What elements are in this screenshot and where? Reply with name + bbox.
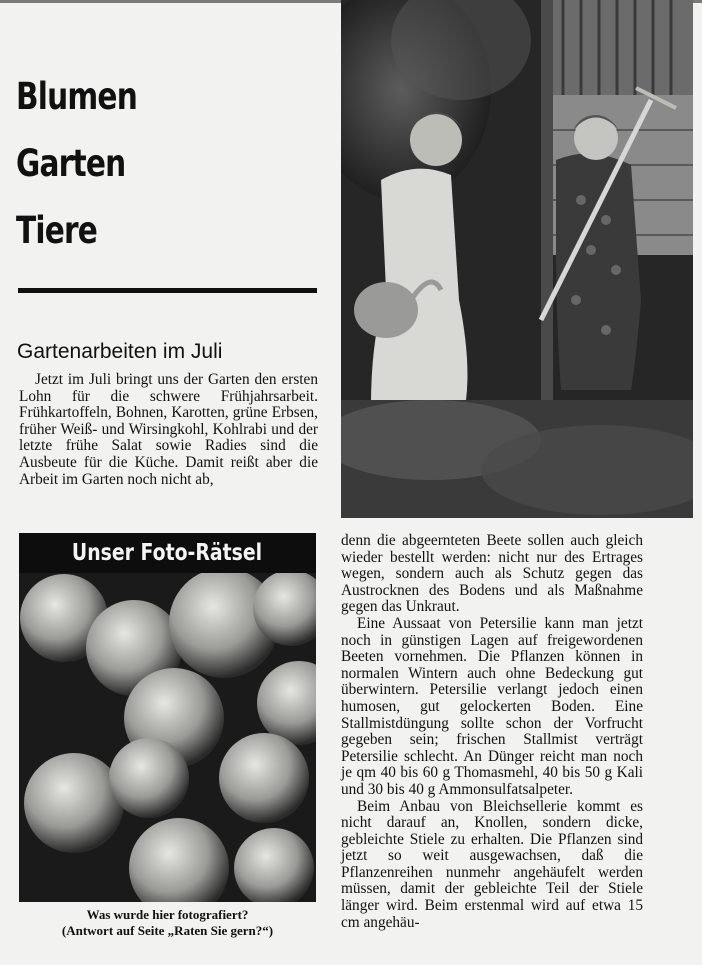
headline-rule <box>18 288 317 293</box>
article-title: Gartenarbeiten im Juli <box>17 340 223 363</box>
headline-line-1: Blumen <box>16 75 137 118</box>
caption-answer-hint: (Antwort auf Seite „Raten Sie gern?“) <box>61 923 274 938</box>
article-paragraph: Eine Aussaat von Petersilie kann man jetzt noch in günstigen Lagen auf freigewordenen Beeten vornehmen. Die Pflanzen können in normalen Wintern auch ohne Bedeckung gut überwintern. Petersilie verlangt jedoch einen humosen, gut gelockerten Boden. Eine Stallmistdüngung sollte schon der Vorfrucht gegeben sein; frischen Stallmist verträgt Petersilie schlecht. An Dünger reicht man noch je qm 40 bis 60 g Thomasmehl, 40 bis 50 g Kali und 30 bis 40 g Ammonsulfatsalpeter. <box>341 614 643 798</box>
article-right-column <box>341 533 643 931</box>
article-left-column <box>19 372 318 488</box>
headline-line-2: Garten <box>16 142 126 185</box>
article-paragraph: Beim Anbau von Bleichsellerie kommt es nicht darauf an, Knollen, sondern dicke, gebleichte Stiele zu erhalten. Die Pflanzen sind jetzt so weit ausgewachsen, daß die Pflanzenreihen nunmehr angehäufelt werden müssen, damit der gebleichte Teil der Stiele länger wird. Beim erstenmal wird auf etwa 15 cm angehäu- <box>341 797 643 931</box>
garden-photo <box>341 0 693 518</box>
headline-line-3: Tiere <box>16 209 98 252</box>
article-paragraph: denn die abgeernteten Beete sollen auch gleich wieder bestellt werden: nicht nur des Ertrages wegen, sondern auch als Schutz gegen das Austrocknen des Bodens und als Maßnahme gegen das Unkraut. <box>341 532 643 616</box>
photo-riddle-title: Unser Foto-Rätsel <box>72 540 263 566</box>
caption-question: Was wurde hier fotografiert? <box>86 907 249 922</box>
photo-riddle-caption <box>19 907 316 939</box>
photo-riddle-image <box>19 533 316 902</box>
photo-riddle-banner <box>19 533 316 573</box>
article-intro-paragraph: Jetzt im Juli bringt uns der Garten den ersten Lohn für die schwere Frühjahrsarbeit. Frühkartoffeln, Bohnen, Karotten, grüne Erbsen, früher Weiß- und Wirsingkohl, Kohlrabi und der letzte frühe Salat sowie Radies sind die Ausbeute für die Küche. Damit reißt aber die Arbeit im Garten noch nicht ab, <box>19 371 318 488</box>
